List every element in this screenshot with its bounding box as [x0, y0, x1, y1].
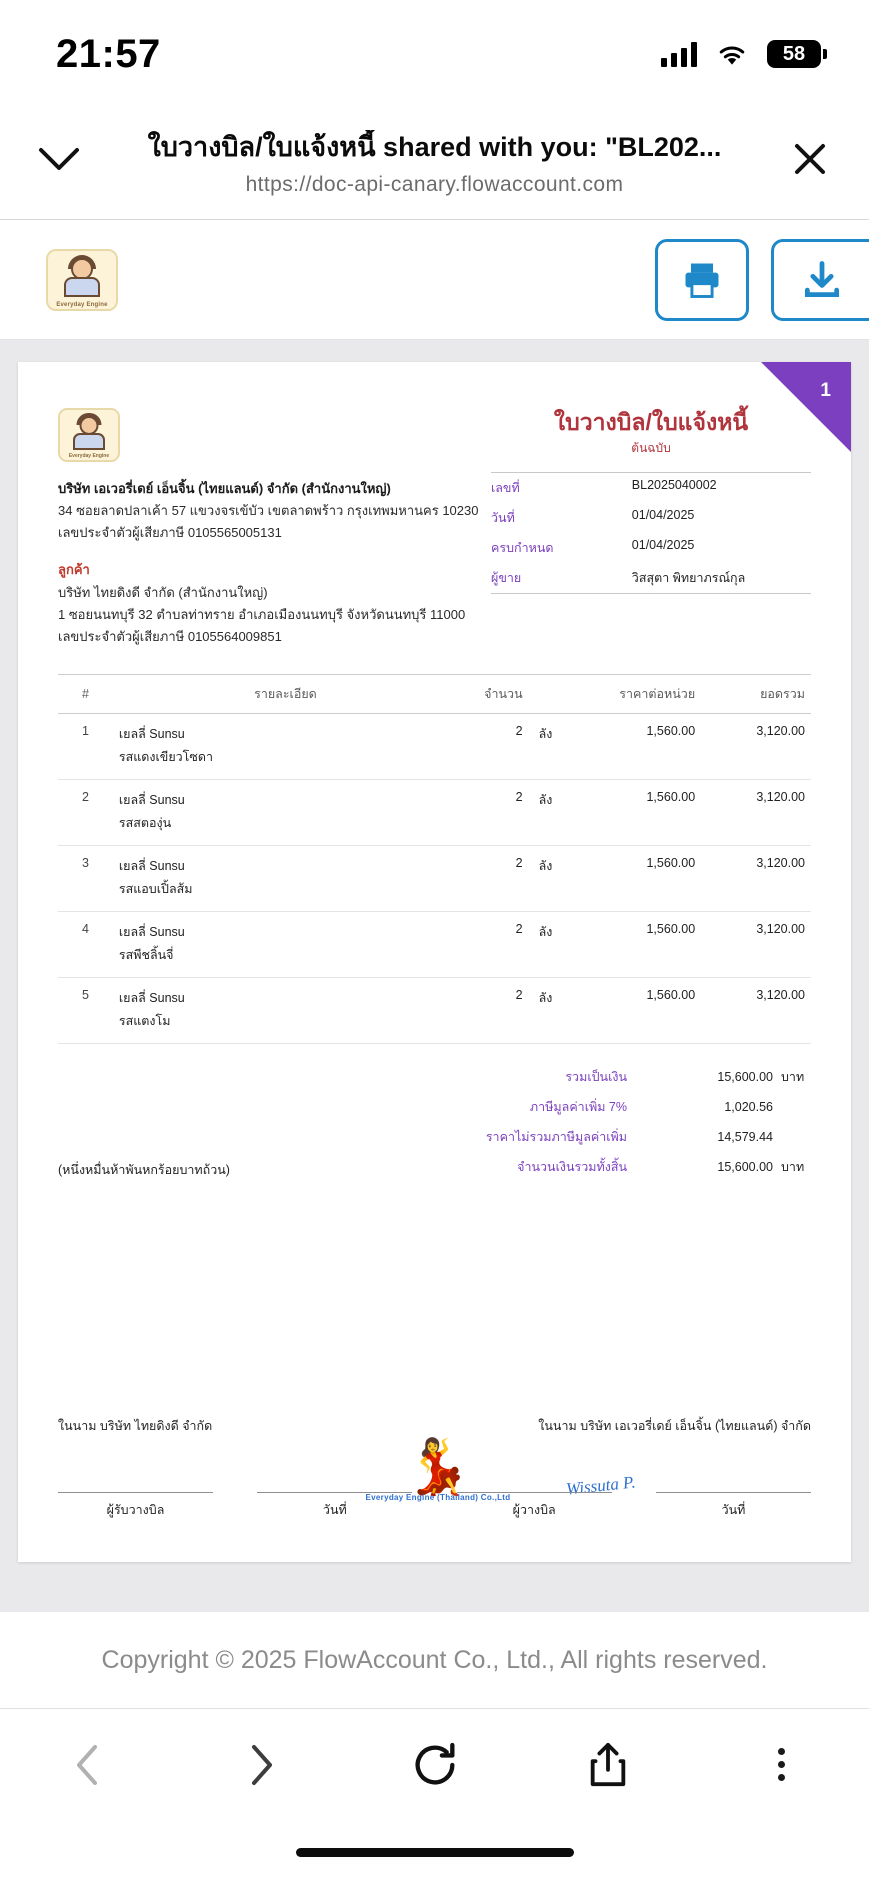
totals-key: ราคาไม่รวมภาษีมูลค่าเพิ่ม [485, 1130, 627, 1145]
invoice-logo-caption: Everyday Engine [68, 453, 110, 460]
cell-quantity: 2 [458, 846, 529, 912]
cell-description [113, 912, 458, 978]
cell-quantity: 2 [458, 780, 529, 846]
totals-row [486, 1092, 811, 1122]
cell-unit: ลัง [529, 714, 576, 780]
meta-row [491, 563, 811, 594]
customer-label: ลูกค้า [58, 562, 90, 578]
item-name: เยลลี่ Sunsu [118, 793, 185, 808]
totals-unit [773, 1092, 811, 1122]
toolbar-actions [633, 239, 869, 321]
table-row [58, 846, 811, 912]
table-header-row [58, 675, 811, 714]
cell-amount: 3,120.00 [701, 714, 811, 780]
stamp-figure-icon: 💃 [404, 1436, 472, 1497]
item-name: เยลลี่ Sunsu [118, 925, 185, 940]
col-amount: ยอดรวม [701, 675, 811, 714]
invoice-page [18, 362, 851, 1562]
cell-amount: 3,120.00 [701, 780, 811, 846]
col-number: # [58, 675, 113, 714]
signature-company-names [58, 1416, 811, 1436]
cell-number: 5 [58, 978, 113, 1044]
home-indicator[interactable] [296, 1848, 574, 1857]
signature-lines [58, 1492, 811, 1520]
signature-cell-receiver-date [257, 1492, 412, 1520]
cell-quantity: 2 [458, 978, 529, 1044]
line-items-table [58, 674, 811, 1044]
document-toolbar [0, 220, 869, 340]
item-flavor: รสพีชลิ้นจี่ [118, 948, 174, 963]
col-unit-price: ราคาต่อหน่วย [576, 675, 701, 714]
cell-number: 4 [58, 912, 113, 978]
page-corner-flag [761, 362, 851, 452]
cell-unit: ลัง [529, 912, 576, 978]
close-icon[interactable] [777, 126, 843, 192]
signature-label-issuer: ผู้วางบิล [457, 1492, 612, 1520]
seller-company-name: ในนาม บริษัท เอเวอรี่เดย์ เอ็นจิ้น (ไทยแลนด์) จำกัด [538, 1419, 811, 1434]
totals-value: 15,600.00 [717, 1160, 773, 1175]
print-button[interactable] [655, 239, 749, 321]
cell-number: 1 [58, 714, 113, 780]
totals-value: 14,579.44 [717, 1130, 773, 1145]
document-type-title: ใบวางบิล/ใบแจ้งหนี้ [553, 409, 749, 436]
cell-unit-price: 1,560.00 [576, 978, 701, 1044]
reload-button[interactable] [393, 1723, 477, 1807]
meta-row [491, 533, 811, 563]
cell-unit: ลัง [529, 780, 576, 846]
document-meta-table [491, 472, 811, 594]
col-unit [529, 675, 576, 714]
cellular-signal-icon [661, 41, 697, 67]
chevron-right-icon [241, 1741, 281, 1789]
totals-value: 15,600.00 [717, 1070, 773, 1085]
item-flavor: รสแดงเขียวโซดา [118, 750, 214, 765]
cell-description [113, 846, 458, 912]
meta-value: BL2025040002 [631, 477, 717, 492]
company-logo [46, 249, 118, 311]
seller-name: บริษัท เอเวอรี่เดย์ เอ็นจิ้น (ไทยแลนด์) จำกัด (สำนักงานใหญ่) [58, 481, 391, 497]
seller-address: 34 ซอยลาดปลาเค้า 57 แขวงจรเข้บัว เขตลาดพร้าว กรุงเทพมหานคร 10230 [58, 503, 479, 519]
cell-unit-price: 1,560.00 [576, 714, 701, 780]
shared-doc-header [0, 108, 869, 220]
back-button[interactable] [46, 1723, 130, 1807]
invoice-header [58, 408, 811, 648]
download-button[interactable] [771, 239, 869, 321]
signature-label-issuer-date: วันที่ [656, 1492, 811, 1520]
status-bar [0, 0, 869, 108]
cell-quantity: 2 [458, 912, 529, 978]
table-row [58, 780, 811, 846]
cell-unit: ลัง [529, 846, 576, 912]
table-row [58, 978, 811, 1044]
signature-cell-receiver [58, 1492, 213, 1520]
meta-key: ครบกำหนด [491, 540, 554, 555]
footer-copyright: Copyright © 2025 FlowAccount Co., Ltd., All rights reserved. [0, 1612, 869, 1708]
menu-button[interactable] [739, 1723, 823, 1807]
meta-key: วันที่ [491, 510, 515, 525]
document-viewer[interactable] [0, 340, 869, 1612]
meta-key: เลขที่ [491, 480, 520, 495]
totals-row [486, 1122, 811, 1152]
meta-value: 01/04/2025 [631, 537, 695, 552]
overflow-menu-icon [778, 1748, 785, 1781]
invoice-logo [58, 408, 120, 462]
page-title: ใบวางบิล/ใบแจ้งหนี้ shared with you: "BL202... [147, 132, 722, 162]
share-button[interactable] [566, 1723, 650, 1807]
page-url[interactable]: https://doc-api-canary.flowaccount.com [245, 173, 624, 197]
totals-key: ภาษีมูลค่าเพิ่ม 7% [529, 1100, 627, 1115]
cell-number: 3 [58, 846, 113, 912]
meta-value: 01/04/2025 [631, 507, 695, 522]
status-indicators [661, 40, 821, 68]
stamp-text: Everyday Engine (Thailand) Co.,Ltd [365, 1493, 511, 1503]
totals-unit [773, 1122, 811, 1152]
customer-name: บริษัท ไทยดิงดี จำกัด (สำนักงานใหญ่) [58, 584, 268, 600]
buyer-company-name: ในนาม บริษัท ไทยดิงดี จำกัด [58, 1419, 213, 1434]
totals-key: จำนวนเงินรวมทั้งสิ้น [517, 1160, 627, 1175]
col-description: รายละเอียด [113, 675, 458, 714]
customer-address: 1 ซอยนนทบุรี 32 ตำบลท่าทราย อำเภอเมืองนนทบุรี จังหวัดนนทบุรี 11000 [58, 606, 466, 622]
item-flavor: รสแตงโม [118, 1014, 171, 1029]
forward-button[interactable] [219, 1723, 303, 1807]
chevron-left-icon [68, 1741, 108, 1789]
col-quantity: จำนวน [458, 675, 529, 714]
cell-description [113, 780, 458, 846]
seller-tax-id: เลขประจำตัวผู้เสียภาษี 0105565005131 [58, 525, 282, 541]
seller-block [58, 408, 478, 648]
document-type-subtitle: ต้นฉบับ [631, 440, 671, 455]
meta-value: วิสสุตา พิทยาภรณ์กุล [631, 570, 746, 585]
meta-row [491, 472, 811, 503]
item-name: เยลลี่ Sunsu [118, 991, 185, 1006]
status-time: 21:57 [56, 31, 161, 76]
signature-area [58, 1416, 811, 1520]
totals-unit: บาท [781, 1160, 805, 1175]
reload-icon [409, 1739, 461, 1791]
company-logo-caption: Everyday Engine [56, 301, 108, 308]
cell-unit-price: 1,560.00 [576, 846, 701, 912]
cell-quantity: 2 [458, 714, 529, 780]
share-icon [585, 1740, 631, 1790]
signature-label-receiver-date: วันที่ [257, 1492, 412, 1520]
cell-amount: 3,120.00 [701, 912, 811, 978]
cell-unit: ลัง [529, 978, 576, 1044]
table-row [58, 912, 811, 978]
totals-row [486, 1062, 811, 1092]
chevron-down-icon[interactable] [26, 126, 92, 192]
battery-indicator: 58 [767, 40, 821, 68]
printer-icon [680, 258, 724, 302]
shared-doc-info [92, 126, 777, 197]
totals-row [486, 1152, 811, 1182]
totals-unit: บาท [781, 1070, 805, 1085]
totals-value: 1,020.56 [724, 1100, 773, 1115]
wifi-icon [715, 41, 749, 67]
totals-key: รวมเป็นเงิน [565, 1070, 627, 1085]
cell-amount: 3,120.00 [701, 846, 811, 912]
cell-amount: 3,120.00 [701, 978, 811, 1044]
item-name: เยลลี่ Sunsu [118, 727, 185, 742]
browser-bottom-bar [0, 1708, 869, 1820]
meta-row [491, 503, 811, 533]
signature-label-receiver: ผู้รับวางบิล [58, 1492, 213, 1520]
download-icon [800, 258, 844, 302]
cell-number: 2 [58, 780, 113, 846]
handwritten-signature: Wissuta P. [565, 1472, 637, 1499]
cell-description [113, 714, 458, 780]
amount-in-words: (หนึ่งหมื่นห้าพันหกร้อยบาทถ้วน) [58, 1163, 230, 1178]
home-indicator-area [0, 1820, 869, 1884]
cell-unit-price: 1,560.00 [576, 780, 701, 846]
cell-unit-price: 1,560.00 [576, 912, 701, 978]
totals-table [486, 1062, 811, 1182]
item-flavor: รสแอบเปิ้ลส้ม [118, 882, 193, 897]
signature-cell-issuer-date [656, 1492, 811, 1520]
customer-tax-id: เลขประจำตัวผู้เสียภาษี 0105564009851 [58, 628, 282, 644]
meta-key: ผู้ขาย [491, 570, 522, 585]
item-name: เยลลี่ Sunsu [118, 859, 185, 874]
cell-description [113, 978, 458, 1044]
table-row [58, 714, 811, 780]
item-flavor: รสสตองุ่น [118, 816, 172, 831]
signature-cell-issuer [457, 1492, 612, 1520]
page-number: 1 [820, 380, 831, 402]
